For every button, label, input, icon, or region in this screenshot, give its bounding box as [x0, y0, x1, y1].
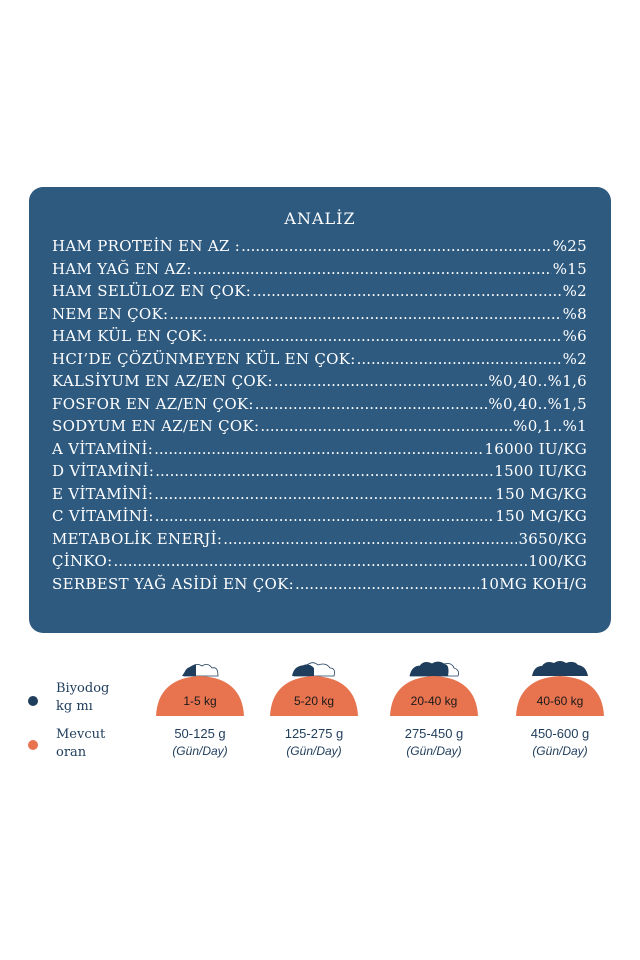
row-value: 10MG KOH/G [479, 574, 587, 593]
analysis-panel [29, 187, 611, 633]
row-value: 3650/KG [518, 529, 587, 548]
row-label: METABOLİK ENERJİ: [52, 529, 223, 548]
bowl-icon [512, 660, 608, 720]
row-value: 100/KG [528, 552, 587, 570]
row-label: HAM PROTEİN EN AZ : [52, 237, 241, 255]
dot-leader [252, 282, 562, 300]
bowl-icon [152, 660, 248, 720]
row-value: 150 MG/KG [495, 484, 587, 503]
analysis-row [52, 260, 587, 283]
day-label: (Gün/Day) [286, 744, 342, 758]
dot-leader [260, 417, 512, 435]
row-label: FOSFOR EN AZ/EN ÇOK: [52, 394, 254, 413]
dot-leader [223, 530, 517, 548]
legend-line2: oran [56, 745, 87, 760]
row-label: SERBEST YAĞ ASİDİ EN ÇOK: [52, 574, 294, 593]
analysis-row [52, 237, 587, 260]
weight-label: 40-60 kg [536, 694, 584, 708]
legend-line1: Biyodog [56, 681, 110, 696]
analysis-row [52, 327, 587, 350]
analysis-row [52, 552, 587, 575]
analysis-rows [52, 237, 587, 597]
row-value: %0,40..%1,6 [488, 372, 587, 390]
row-value: 16000 IU/KG [484, 439, 587, 458]
row-value: %0,40..%1,5 [488, 394, 587, 413]
day-label: (Gün/Day) [406, 744, 462, 758]
analysis-row [52, 485, 587, 508]
analysis-row [52, 575, 587, 598]
bowl-icon [386, 660, 482, 720]
analysis-title: ANALİZ [284, 209, 356, 228]
dot-leader [274, 372, 487, 390]
amount-label: 450-600 g [530, 726, 590, 741]
row-label: A VİTAMİNİ: [52, 439, 154, 458]
dot-leader [113, 552, 527, 570]
row-value: %2 [562, 349, 587, 368]
analysis-row [52, 372, 587, 395]
row-label: D VİTAMİNİ: [52, 462, 155, 480]
row-label: NEM EN ÇOK: [52, 304, 169, 323]
dot-leader [193, 260, 552, 278]
row-value: %15 [552, 259, 587, 278]
orange-dot-icon [28, 740, 38, 750]
feeding-col [384, 660, 484, 758]
weight-label: 5-20 kg [293, 694, 335, 708]
row-value: %0,1..%1 [513, 417, 587, 435]
dot-leader [154, 485, 494, 503]
row-label: E VİTAMİNİ: [52, 484, 154, 503]
amount-label: 275-450 g [404, 726, 464, 741]
row-label: HAM SELÜLOZ EN ÇOK: [52, 282, 252, 300]
row-label: ÇİNKO: [52, 552, 113, 570]
row-value: %25 [552, 237, 587, 255]
dark-dot-icon [28, 696, 38, 706]
day-label: (Gün/Day) [172, 744, 228, 758]
analysis-row [52, 417, 587, 440]
weight-label: 20-40 kg [410, 694, 458, 708]
amount-label: 50-125 g [174, 726, 226, 741]
analysis-row [52, 305, 587, 328]
legend-line1: Mevcut [56, 727, 106, 742]
feeding-col [510, 660, 610, 758]
analysis-row [52, 350, 587, 373]
analysis-row [52, 440, 587, 463]
legend-line2: kg mı [56, 699, 93, 714]
feeding-col [150, 660, 250, 758]
row-label: HAM YAĞ EN AZ: [52, 259, 192, 278]
row-label: HCI’DE ÇÖZÜNMEYEN KÜL EN ÇOK: [52, 349, 356, 368]
analysis-row [52, 462, 587, 485]
row-value: 150 MG/KG [495, 507, 587, 525]
row-label: HAM KÜL EN ÇOK: [52, 327, 208, 345]
dot-leader [255, 395, 488, 413]
dot-leader [155, 462, 493, 480]
analysis-row [52, 282, 587, 305]
row-value: %6 [562, 327, 587, 345]
row-value: %2 [562, 282, 587, 300]
bowl-icon [266, 660, 362, 720]
dot-leader [208, 327, 561, 345]
row-value: %8 [562, 304, 587, 323]
dot-leader [357, 350, 562, 368]
amount-label: 125-275 g [284, 726, 344, 741]
dot-leader [155, 507, 495, 525]
feeding-col [264, 660, 364, 758]
row-label: KALSİYUM EN AZ/EN ÇOK: [52, 372, 273, 390]
row-label: SODYUM EN AZ/EN ÇOK: [52, 417, 260, 435]
row-label: C VİTAMİNİ: [52, 507, 154, 525]
analysis-row [52, 530, 587, 553]
analysis-row [52, 507, 587, 530]
analysis-row [52, 395, 587, 418]
day-label: (Gün/Day) [532, 744, 588, 758]
dot-leader [169, 305, 561, 323]
weight-label: 1-5 kg [183, 694, 217, 708]
row-value: 1500 IU/KG [494, 462, 587, 480]
dot-leader [241, 237, 552, 255]
dot-leader [295, 575, 479, 593]
dot-leader [154, 440, 483, 458]
